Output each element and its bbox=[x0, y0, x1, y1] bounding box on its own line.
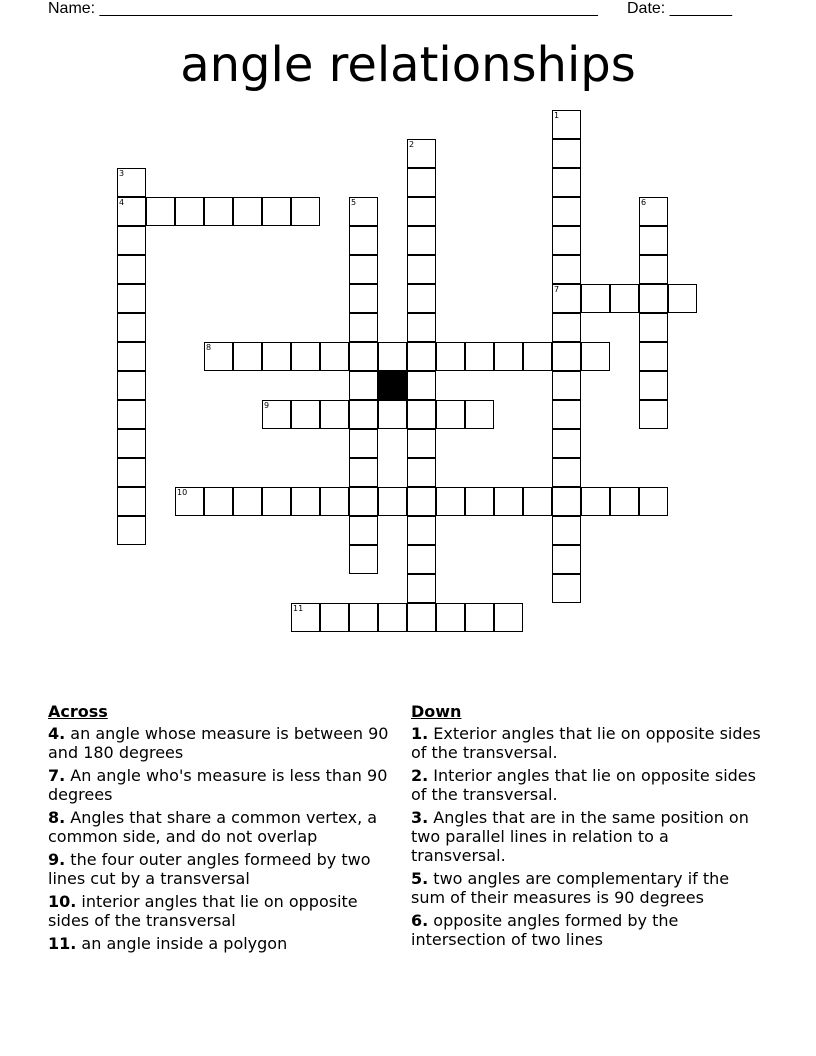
clue-across-7 bbox=[48, 766, 393, 804]
crossword-cell[interactable] bbox=[291, 603, 320, 632]
crossword-cell[interactable] bbox=[552, 371, 581, 400]
crossword-cell[interactable] bbox=[552, 197, 581, 226]
clue-number-label: 7 bbox=[554, 285, 560, 294]
crossword-cell[interactable] bbox=[552, 458, 581, 487]
crossword-cell[interactable] bbox=[407, 516, 436, 545]
clue-number: 2. bbox=[411, 766, 429, 785]
crossword-cell[interactable] bbox=[465, 400, 494, 429]
clue-number-label: 6 bbox=[641, 198, 647, 207]
clue-number: 11. bbox=[48, 934, 77, 953]
crossword-cell[interactable] bbox=[233, 342, 262, 371]
crossword-cell[interactable] bbox=[494, 603, 523, 632]
clue-across-11 bbox=[48, 934, 393, 953]
crossword-cell[interactable] bbox=[117, 400, 146, 429]
crossword-cell[interactable] bbox=[494, 487, 523, 516]
crossword-cell[interactable] bbox=[291, 487, 320, 516]
crossword-cell[interactable] bbox=[378, 487, 407, 516]
crossword-cell[interactable] bbox=[552, 110, 581, 139]
crossword-cell[interactable] bbox=[668, 284, 697, 313]
crossword-cell[interactable] bbox=[407, 226, 436, 255]
clue-across-8 bbox=[48, 808, 393, 846]
across-clues bbox=[48, 702, 393, 957]
crossword-cell[interactable] bbox=[320, 487, 349, 516]
crossword-cell[interactable] bbox=[378, 342, 407, 371]
crossword-cell[interactable] bbox=[552, 487, 581, 516]
crossword-cell[interactable] bbox=[407, 487, 436, 516]
clue-across-9 bbox=[48, 850, 393, 888]
crossword-cell[interactable] bbox=[552, 516, 581, 545]
crossword-cell[interactable] bbox=[117, 487, 146, 516]
page-title: angle relationships bbox=[180, 37, 636, 93]
crossword-cell[interactable] bbox=[639, 342, 668, 371]
crossword-cell[interactable] bbox=[407, 139, 436, 168]
crossword-cell[interactable] bbox=[204, 342, 233, 371]
crossword-cell[interactable] bbox=[349, 226, 378, 255]
crossword-cell[interactable] bbox=[378, 400, 407, 429]
clue-down-6 bbox=[411, 911, 761, 949]
clue-number: 9. bbox=[48, 850, 66, 869]
crossword-cell[interactable] bbox=[117, 516, 146, 545]
crossword-cell[interactable] bbox=[552, 429, 581, 458]
across-heading: Across bbox=[48, 702, 108, 721]
crossword-cell[interactable] bbox=[639, 197, 668, 226]
crossword-cell[interactable] bbox=[117, 197, 146, 226]
crossword-cell[interactable] bbox=[407, 429, 436, 458]
crossword-cell[interactable] bbox=[349, 255, 378, 284]
crossword-cell[interactable] bbox=[349, 371, 378, 400]
crossword-cell[interactable] bbox=[291, 400, 320, 429]
crossword-cell[interactable] bbox=[378, 603, 407, 632]
crossword-cell[interactable] bbox=[117, 429, 146, 458]
clue-number-label: 1 bbox=[554, 111, 560, 120]
crossword-cell[interactable] bbox=[349, 516, 378, 545]
crossword-cell[interactable] bbox=[349, 284, 378, 313]
crossword-cell[interactable] bbox=[639, 255, 668, 284]
date-field-label: Date: _______ bbox=[627, 0, 732, 17]
crossword-cell[interactable] bbox=[233, 197, 262, 226]
crossword-cell[interactable] bbox=[639, 284, 668, 313]
crossword-cell[interactable] bbox=[117, 226, 146, 255]
clue-number-label: 9 bbox=[264, 401, 270, 410]
crossword-cell[interactable] bbox=[552, 284, 581, 313]
clue-number-label: 11 bbox=[293, 604, 304, 613]
crossword-cell[interactable] bbox=[349, 313, 378, 342]
clue-text: opposite angles formed by the intersection of two lines bbox=[411, 911, 679, 949]
crossword-cell[interactable] bbox=[581, 487, 610, 516]
crossword-cell[interactable] bbox=[552, 545, 581, 574]
crossword-cell[interactable] bbox=[639, 371, 668, 400]
name-field-label: Name: ________________________________________________________ bbox=[48, 0, 598, 17]
crossword-cell[interactable] bbox=[349, 197, 378, 226]
crossword-cell[interactable] bbox=[552, 226, 581, 255]
down-clues bbox=[411, 702, 761, 953]
crossword-cell[interactable] bbox=[407, 371, 436, 400]
crossword-cell[interactable] bbox=[465, 603, 494, 632]
clue-number: 3. bbox=[411, 808, 429, 827]
crossword-cell[interactable] bbox=[117, 342, 146, 371]
crossword-cell[interactable] bbox=[523, 342, 552, 371]
crossword-cell[interactable] bbox=[320, 603, 349, 632]
black-square bbox=[378, 371, 407, 400]
clue-down-1 bbox=[411, 724, 761, 762]
crossword-cell[interactable] bbox=[436, 603, 465, 632]
crossword-cell[interactable] bbox=[146, 197, 175, 226]
crossword-cell[interactable] bbox=[552, 255, 581, 284]
clue-number: 1. bbox=[411, 724, 429, 743]
crossword-cell[interactable] bbox=[407, 284, 436, 313]
crossword-cell[interactable] bbox=[349, 400, 378, 429]
crossword-cell[interactable] bbox=[349, 458, 378, 487]
clue-text: Exterior angles that lie on opposite sides of the transversal. bbox=[411, 724, 761, 762]
crossword-cell[interactable] bbox=[639, 226, 668, 255]
clue-text: Angles that are in the same position on two parallel lines in relation to a transversal. bbox=[411, 808, 749, 865]
crossword-cell[interactable] bbox=[407, 168, 436, 197]
crossword-cell[interactable] bbox=[349, 342, 378, 371]
clue-number: 5. bbox=[411, 869, 429, 888]
crossword-cell[interactable] bbox=[175, 487, 204, 516]
clue-text: the four outer angles formeed by two lines cut by a transversal bbox=[48, 850, 371, 888]
crossword-cell[interactable] bbox=[349, 545, 378, 574]
crossword-cell[interactable] bbox=[262, 197, 291, 226]
crossword-cell[interactable] bbox=[436, 487, 465, 516]
crossword-cell[interactable] bbox=[494, 342, 523, 371]
crossword-cell[interactable] bbox=[117, 313, 146, 342]
crossword-cell[interactable] bbox=[436, 342, 465, 371]
crossword-cell[interactable] bbox=[175, 197, 204, 226]
crossword-cell[interactable] bbox=[552, 313, 581, 342]
crossword-cell[interactable] bbox=[117, 255, 146, 284]
crossword-cell[interactable] bbox=[407, 255, 436, 284]
clue-text: two angles are complementary if the sum of their measures is 90 degrees bbox=[411, 869, 730, 907]
clue-number-label: 3 bbox=[119, 169, 125, 178]
crossword-cell[interactable] bbox=[465, 487, 494, 516]
crossword-cell[interactable] bbox=[639, 400, 668, 429]
crossword-cell[interactable] bbox=[291, 342, 320, 371]
crossword-cell[interactable] bbox=[349, 603, 378, 632]
clue-across-10 bbox=[48, 892, 393, 930]
crossword-cell[interactable] bbox=[581, 342, 610, 371]
clue-text: Angles that share a common vertex, a common side, and do not overlap bbox=[48, 808, 378, 846]
crossword-cell[interactable] bbox=[552, 400, 581, 429]
crossword-cell[interactable] bbox=[552, 139, 581, 168]
clue-text: an angle inside a polygon bbox=[76, 934, 288, 953]
crossword-cell[interactable] bbox=[639, 487, 668, 516]
crossword-cell[interactable] bbox=[523, 487, 552, 516]
crossword-cell[interactable] bbox=[262, 342, 291, 371]
crossword-cell[interactable] bbox=[407, 458, 436, 487]
crossword-cell[interactable] bbox=[552, 168, 581, 197]
crossword-cell[interactable] bbox=[117, 284, 146, 313]
crossword-cell[interactable] bbox=[117, 168, 146, 197]
clue-number-label: 2 bbox=[409, 140, 415, 149]
crossword-cell[interactable] bbox=[639, 313, 668, 342]
clue-number: 6. bbox=[411, 911, 429, 930]
crossword-cell[interactable] bbox=[320, 342, 349, 371]
crossword-cell[interactable] bbox=[610, 487, 639, 516]
crossword-cell[interactable] bbox=[349, 429, 378, 458]
crossword-cell[interactable] bbox=[407, 545, 436, 574]
crossword-cell[interactable] bbox=[436, 400, 465, 429]
clue-number: 4. bbox=[48, 724, 66, 743]
clue-number: 8. bbox=[48, 808, 66, 827]
clue-down-2 bbox=[411, 766, 761, 804]
clue-text: an angle whose measure is between 90 and 180 degrees bbox=[48, 724, 389, 762]
crossword-cell[interactable] bbox=[233, 487, 262, 516]
clue-across-4 bbox=[48, 724, 393, 762]
crossword-cell[interactable] bbox=[117, 371, 146, 400]
crossword-cell[interactable] bbox=[407, 342, 436, 371]
crossword-cell[interactable] bbox=[407, 197, 436, 226]
crossword-cell[interactable] bbox=[552, 342, 581, 371]
crossword-cell[interactable] bbox=[407, 400, 436, 429]
crossword-cell[interactable] bbox=[407, 574, 436, 603]
crossword-cell[interactable] bbox=[610, 284, 639, 313]
crossword-cell[interactable] bbox=[552, 574, 581, 603]
crossword-cell[interactable] bbox=[204, 197, 233, 226]
clue-number-label: 10 bbox=[177, 488, 188, 497]
crossword-cell[interactable] bbox=[117, 458, 146, 487]
clue-down-3 bbox=[411, 808, 761, 865]
crossword-cell[interactable] bbox=[407, 603, 436, 632]
clue-number-label: 8 bbox=[206, 343, 212, 352]
crossword-cell[interactable] bbox=[465, 342, 494, 371]
crossword-cell[interactable] bbox=[407, 313, 436, 342]
crossword-cell[interactable] bbox=[291, 197, 320, 226]
clue-text: interior angles that lie on opposite sides of the transversal bbox=[48, 892, 358, 930]
crossword-cell[interactable] bbox=[262, 487, 291, 516]
crossword-cell[interactable] bbox=[204, 487, 233, 516]
down-heading: Down bbox=[411, 702, 462, 721]
crossword-cell[interactable] bbox=[262, 400, 291, 429]
clue-number-label: 4 bbox=[119, 198, 125, 207]
clue-number: 7. bbox=[48, 766, 66, 785]
crossword-cell[interactable] bbox=[581, 284, 610, 313]
crossword-cell[interactable] bbox=[349, 487, 378, 516]
clue-text: An angle who's measure is less than 90 degrees bbox=[48, 766, 388, 804]
clue-number: 10. bbox=[48, 892, 77, 911]
clue-number-label: 5 bbox=[351, 198, 357, 207]
clue-down-5 bbox=[411, 869, 761, 907]
clue-text: Interior angles that lie on opposite sides of the transversal. bbox=[411, 766, 756, 804]
crossword-cell[interactable] bbox=[320, 400, 349, 429]
